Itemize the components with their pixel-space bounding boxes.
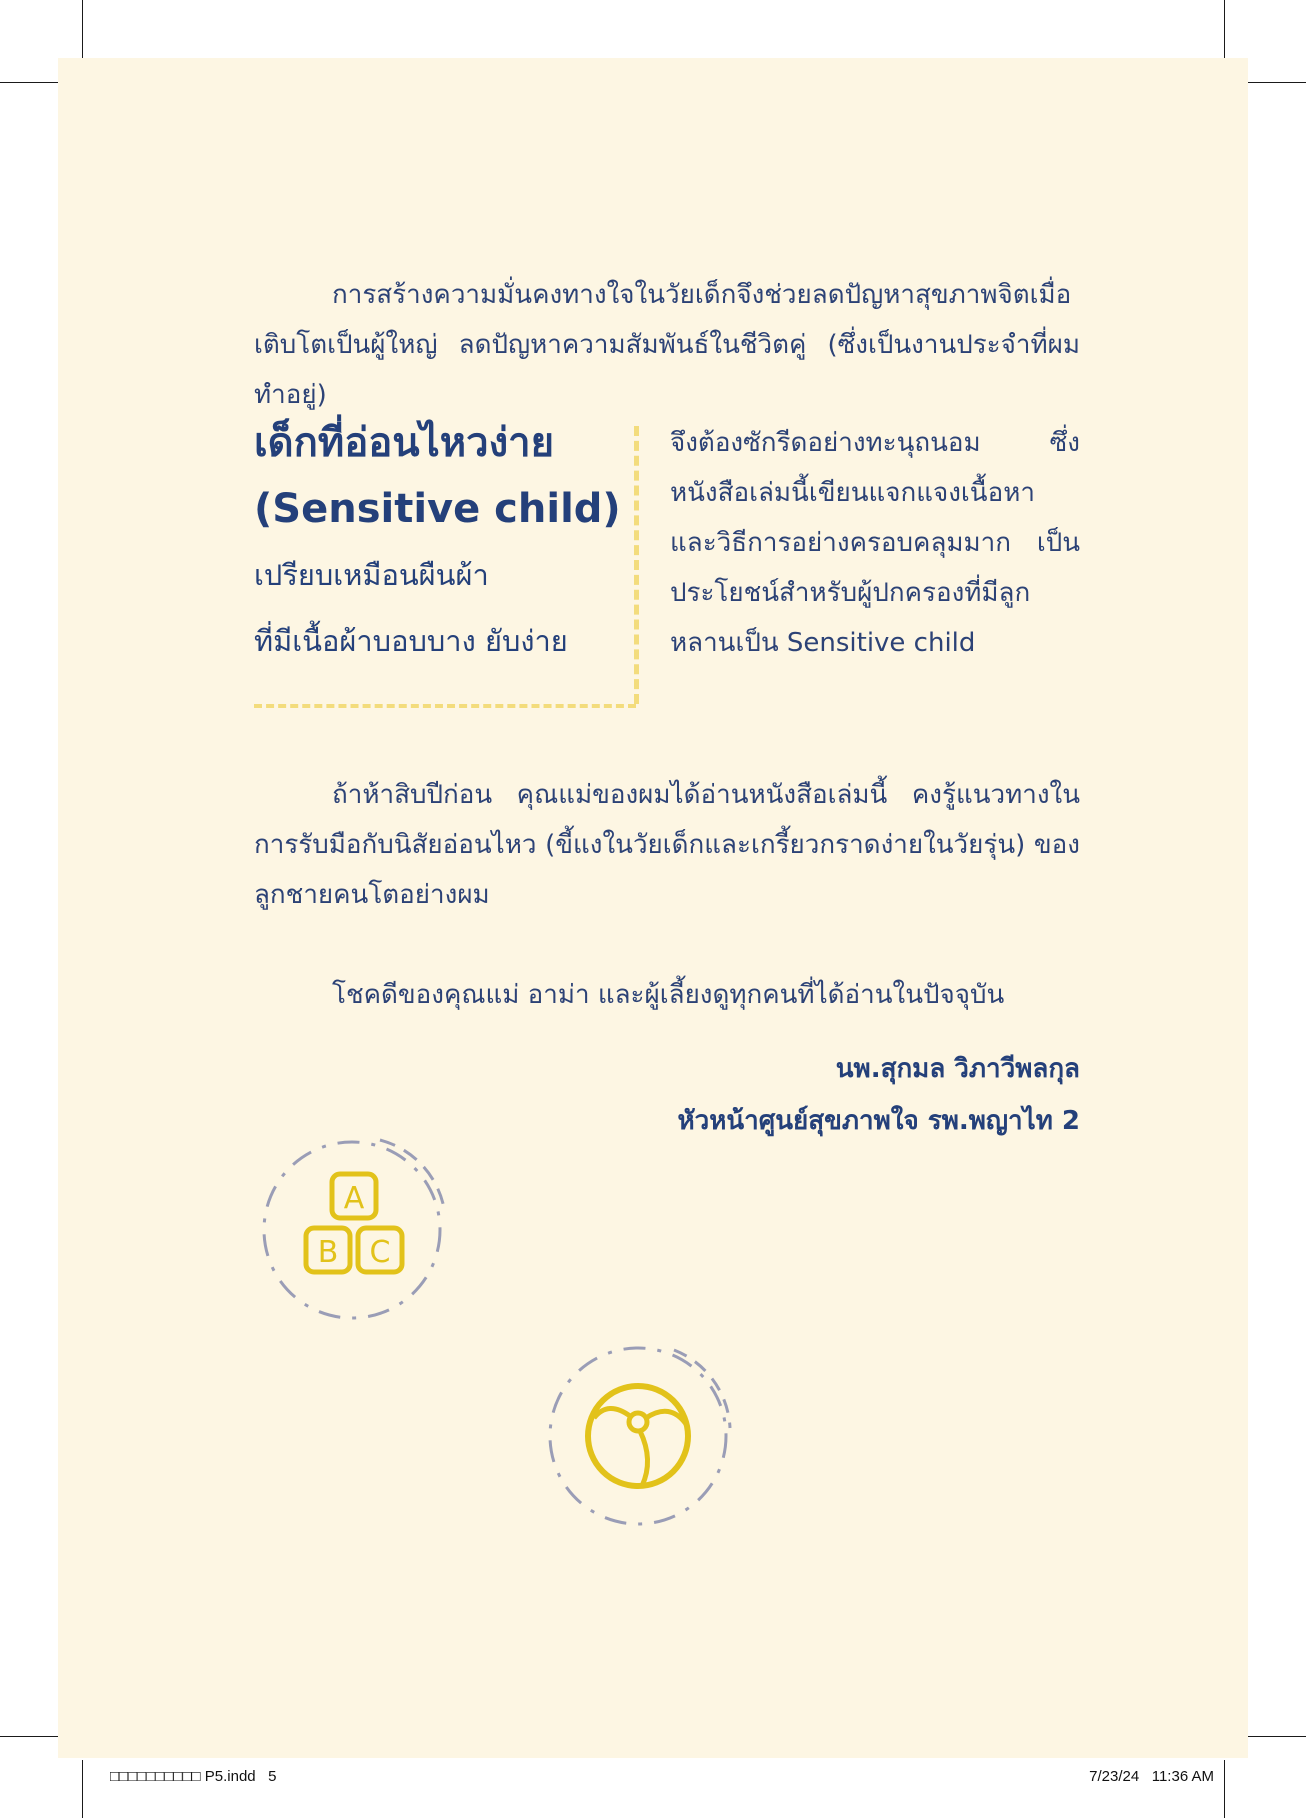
headline-title-en: (Sensitive child)	[254, 486, 621, 532]
side-paragraph: จึงต้องซักรีดอย่างทะนุถนอม ซึ่งหนังสือเล่มนี้เขียนแจกแจงเนื้อหาและวิธีการอย่างครอบคลุมมาก เป็นประโยชน์สำหรับผู้ปกครองที่มีลูกหลานเป็น Sensitive child	[670, 428, 1080, 658]
slug-datetime	[1089, 1768, 1214, 1785]
crop-mark	[82, 1760, 83, 1818]
signature-title: หัวหน้าศูนย์สุขภาพใจ รพ.พญาไท 2	[677, 1106, 1080, 1136]
crop-mark	[1224, 1760, 1225, 1818]
headline-title-th: เด็กที่อ่อนไหวง่าย	[254, 420, 554, 466]
signature-name: นพ.สุกมล วิภาวีพลกุล	[835, 1054, 1080, 1084]
crop-mark	[82, 0, 83, 58]
slug-date: 7/23/24	[1089, 1768, 1140, 1785]
block-letter-c: C	[369, 1235, 391, 1270]
dashed-divider-horizontal	[254, 704, 636, 708]
crop-mark	[1248, 1736, 1306, 1737]
slug-file	[110, 1768, 277, 1785]
abc-blocks-icon	[256, 1134, 448, 1326]
slug-page: 5	[268, 1768, 277, 1785]
dashed-divider-vertical	[634, 426, 639, 704]
beach-ball-icon	[542, 1340, 734, 1532]
paragraph-3: โชคดีของคุณแม่ อาม่า และผู้เลี้ยงดูทุกคนที่ได้อ่านในปัจจุบัน	[332, 980, 1005, 1010]
block-letter-a: A	[343, 1181, 365, 1216]
slug-time: 11:36 AM	[1151, 1768, 1214, 1785]
headline-block	[254, 410, 634, 706]
paragraph-2: ถ้าห้าสิบปีก่อน คุณแม่ของผมได้อ่านหนังสือเล่มนี้ คงรู้แนวทางในการรับมือกับนิสัยอ่อนไหว (ขี้แงในวัยเด็กและเกรี้ยวกราดง่ายในวัยรุ่น) ของลูกชายคนโตอย่างผม	[254, 780, 1080, 910]
crop-mark	[0, 1736, 58, 1737]
block-letter-b: B	[317, 1235, 339, 1270]
crop-mark	[1224, 0, 1225, 58]
headline-subtitle-2: ที่มีเนื้อผ้าบอบบาง ยับง่าย	[254, 624, 568, 658]
headline-subtitle-1: เปรียบเหมือนผืนผ้า	[254, 558, 489, 592]
slug-filename: □□□□□□□□□□ P5.indd	[110, 1768, 256, 1785]
crop-mark	[0, 82, 58, 83]
crop-mark	[1248, 82, 1306, 83]
intro-paragraph: การสร้างความมั่นคงทางใจในวัยเด็กจึงช่วยลดปัญหาสุขภาพจิตเมื่อเติบโตเป็นผู้ใหญ่ ลดปัญหาความสัมพันธ์ในชีวิตคู่ (ซึ่งเป็นงานประจำที่ผมทำอยู่)	[254, 280, 1080, 410]
